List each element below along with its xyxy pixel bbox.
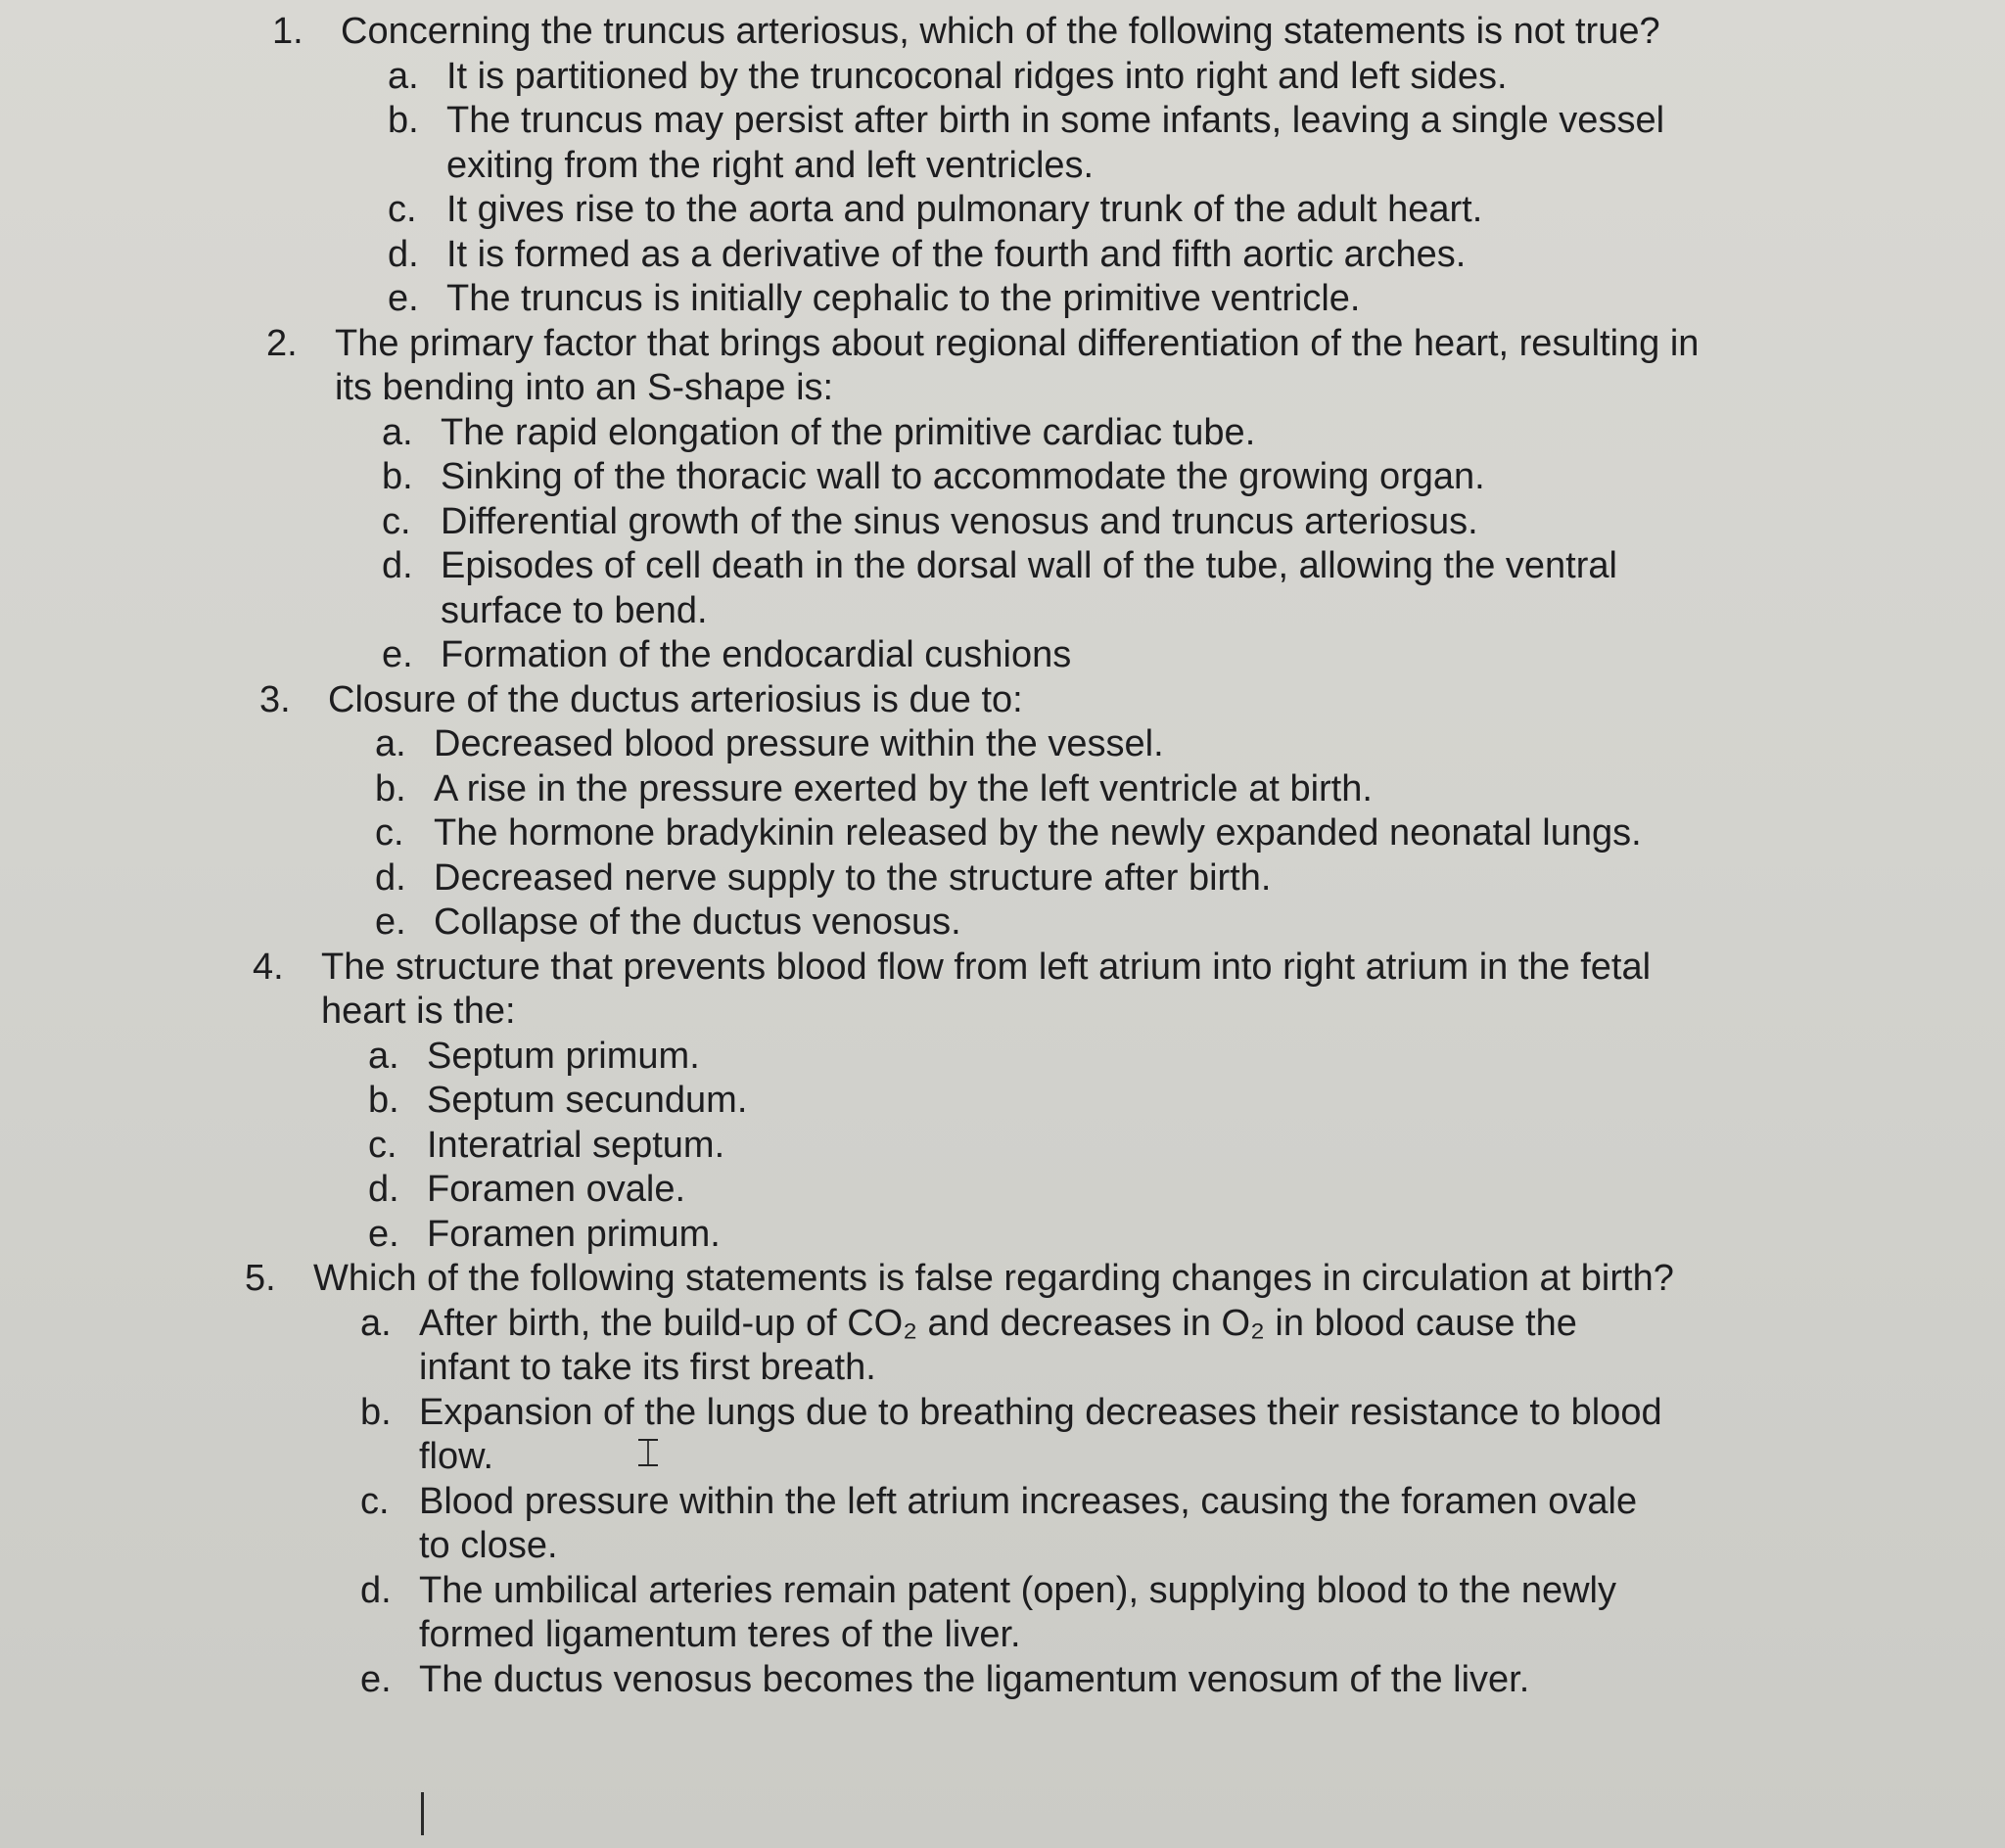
option-text: A rise in the pressure exerted by the left ventricle at birth. [434, 767, 1373, 809]
option-text: The rapid elongation of the primitive cardiac tube. [441, 411, 1256, 453]
option-item [360, 1302, 1772, 1391]
option-letter: d. [382, 545, 413, 586]
option-text: It is formed as a derivative of the fourth and fifth aortic arches. [446, 233, 1467, 275]
text-caret [421, 1792, 424, 1835]
option-text: Formation of the endocardial cushions [441, 634, 1072, 675]
question-text: Closure of the ductus arteriosius is due to: [328, 678, 1023, 720]
option-letter: a. [368, 1035, 399, 1077]
question-3 [259, 678, 1787, 946]
option-text: Episodes of cell death in the dorsal wall of the tube, allowing the ventral surface to bend. [441, 545, 1617, 631]
option-letter: b. [375, 767, 406, 809]
option-item [368, 1124, 1780, 1169]
question-number: 1. [272, 11, 303, 52]
option-item [388, 233, 1799, 278]
option-item [360, 1480, 1772, 1569]
option-letter: e. [360, 1658, 392, 1700]
option-item [375, 811, 1787, 856]
option-text: Expansion of the lungs due to breathing decreases their resistance to blood flow. [419, 1391, 1662, 1477]
option-letter: d. [388, 233, 419, 275]
question-1 [272, 10, 1799, 322]
option-list [375, 722, 1787, 946]
option-text: Interatrial septum. [427, 1124, 725, 1166]
option-text: Septum primum. [427, 1035, 700, 1077]
question-text: The primary factor that brings about regional differentiation of the heart, resulting in its bending into an S-shape is: [335, 322, 1700, 408]
question-text: Which of the following statements is false regarding changes in circulation at birth? [313, 1258, 1674, 1299]
option-text: The ductus venosus becomes the ligamentum venosum of the liver. [419, 1658, 1530, 1700]
option-letter: b. [388, 100, 419, 141]
option-letter: c. [360, 1480, 390, 1522]
option-item [375, 722, 1787, 767]
option-list [382, 411, 1794, 678]
option-text: Blood pressure within the left atrium increases, causing the foramen ovale to close. [419, 1480, 1638, 1566]
option-text: Foramen primum. [427, 1213, 721, 1255]
option-letter: d. [368, 1169, 399, 1210]
question-number: 4. [253, 946, 284, 988]
option-text: The truncus is initially cephalic to the primitive ventricle. [446, 278, 1361, 319]
option-letter: a. [388, 55, 419, 97]
option-item [368, 1035, 1780, 1080]
question-number: 5. [245, 1258, 276, 1299]
option-item [375, 856, 1787, 901]
option-item [388, 277, 1799, 322]
question-5 [245, 1257, 1772, 1702]
option-item [382, 633, 1794, 678]
option-item [382, 411, 1794, 456]
option-item [382, 455, 1794, 500]
option-letter: e. [375, 901, 406, 943]
option-item [382, 544, 1794, 633]
question-2 [266, 322, 1794, 678]
question-number: 3. [259, 678, 291, 720]
question-4 [253, 946, 1780, 1258]
document-page [245, 10, 1772, 1848]
option-item [375, 767, 1787, 812]
option-text: Differential growth of the sinus venosus and truncus arteriosus. [441, 500, 1478, 542]
option-letter: a. [360, 1302, 392, 1344]
option-item [388, 55, 1799, 100]
option-letter: b. [360, 1391, 392, 1433]
option-letter: d. [375, 856, 406, 899]
option-text: Collapse of the ductus venosus. [434, 901, 961, 943]
option-text: Septum secundum. [427, 1080, 748, 1121]
option-item [388, 99, 1799, 188]
option-item [368, 1168, 1780, 1213]
option-letter: e. [388, 278, 419, 319]
option-letter: c. [382, 500, 411, 542]
option-letter: a. [382, 411, 413, 453]
option-item [388, 188, 1799, 233]
option-letter: a. [375, 723, 406, 764]
option-item [360, 1658, 1772, 1703]
option-list [360, 1302, 1772, 1703]
option-letter: e. [368, 1213, 399, 1255]
question-text: Concerning the truncus arteriosus, which of the following statements is not true? [341, 11, 1660, 52]
option-letter: c. [375, 812, 404, 854]
option-text: Foramen ovale. [427, 1169, 686, 1210]
option-text: The hormone bradykinin released by the newly expanded neonatal lungs. [434, 812, 1642, 854]
option-item [382, 500, 1794, 545]
option-list [368, 1035, 1780, 1258]
option-letter: c. [368, 1124, 397, 1166]
option-text: Decreased blood pressure within the vessel. [434, 723, 1164, 764]
option-text: After birth, the build-up of CO₂ and decreases in O₂ in blood cause the infant to take its first breath. [419, 1302, 1577, 1388]
option-item [360, 1569, 1772, 1658]
option-list [388, 55, 1799, 322]
option-item [368, 1079, 1780, 1124]
option-item [368, 1213, 1780, 1258]
option-text: Sinking of the thoracic wall to accommodate the growing organ. [441, 456, 1485, 497]
option-letter: c. [388, 189, 417, 230]
option-text: The truncus may persist after birth in some infants, leaving a single vessel exiting from the right and left ventricles. [446, 100, 1665, 186]
option-letter: d. [360, 1569, 392, 1611]
question-text: The structure that prevents blood flow from left atrium into right atrium in the fetal heart is the: [321, 946, 1652, 1032]
option-item [360, 1391, 1772, 1480]
option-text: The umbilical arteries remain patent (open), supplying blood to the newly formed ligamentum teres of the liver. [419, 1569, 1616, 1655]
option-text: It gives rise to the aorta and pulmonary trunk of the adult heart. [446, 189, 1483, 230]
option-text: Decreased nerve supply to the structure after birth. [434, 856, 1272, 899]
option-letter: e. [382, 634, 413, 675]
option-text: It is partitioned by the truncoconal ridges into right and left sides. [446, 55, 1508, 97]
i-beam-cursor-icon: ⌶ [636, 1432, 660, 1475]
option-letter: b. [368, 1080, 399, 1121]
option-letter: b. [382, 456, 413, 497]
question-number: 2. [266, 322, 298, 364]
option-item [375, 901, 1787, 946]
